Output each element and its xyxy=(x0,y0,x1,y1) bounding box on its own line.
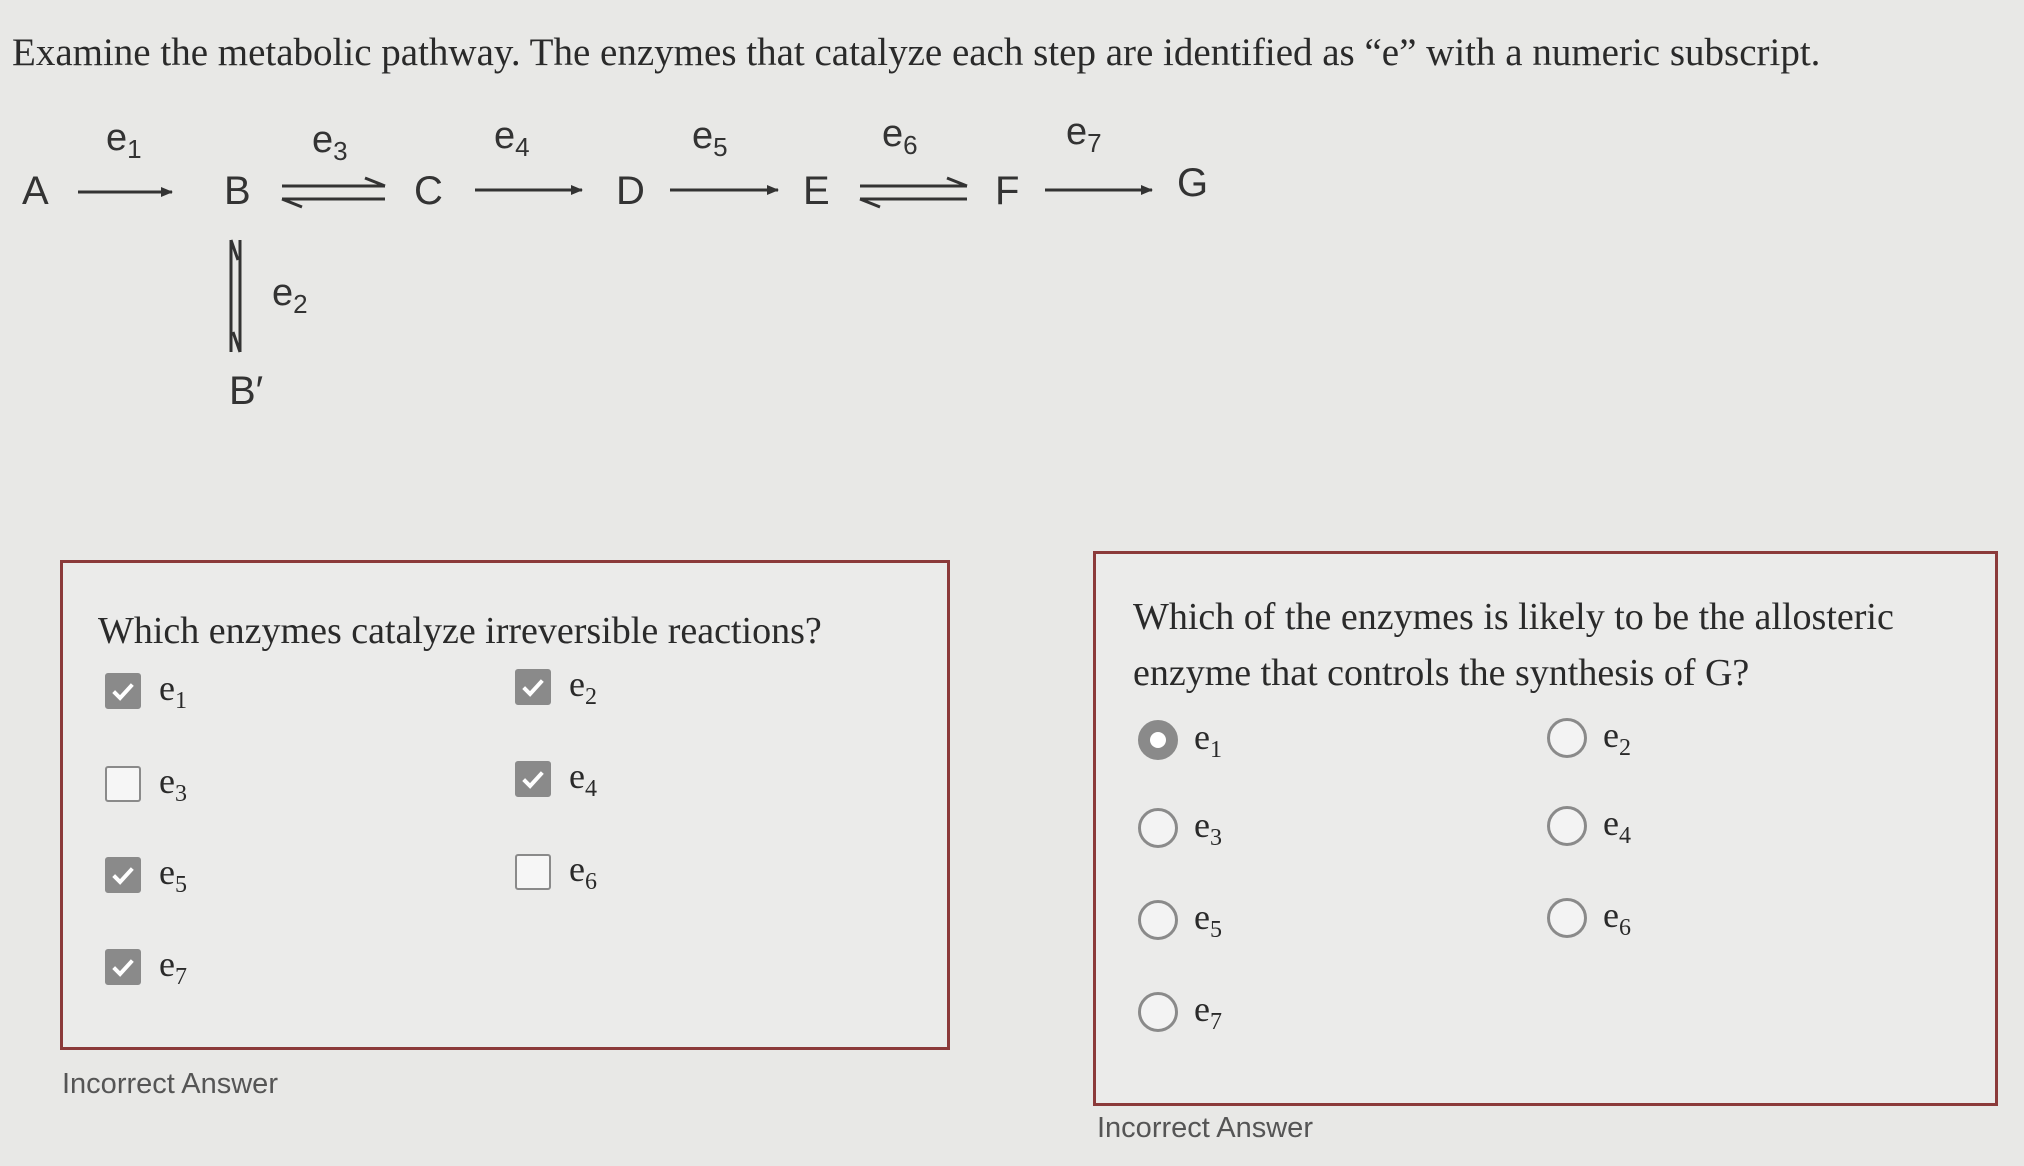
enzyme-label-e1: $e_1$ xyxy=(106,117,142,164)
option-label-e4: $e_4$ xyxy=(569,756,597,803)
node-a: A xyxy=(22,169,49,213)
option-e7-radio[interactable] xyxy=(1138,988,1222,1036)
option-label-e7: $e_7$ xyxy=(159,944,187,991)
node-f: F xyxy=(995,169,1020,213)
question-prompt: Examine the metabolic pathway. The enzymes that catalyze each step are identified as “e” with a numeric subscript. xyxy=(12,31,1821,74)
enzyme-label-e2: $e_2$ xyxy=(272,272,308,319)
checkbox-e6[interactable] xyxy=(515,854,551,890)
check-icon xyxy=(519,765,547,793)
option-e3-checkbox[interactable] xyxy=(105,760,187,808)
radio-e6[interactable] xyxy=(1547,898,1587,938)
allosteric-status-text: Incorrect Answer xyxy=(1097,1112,1313,1144)
option-e4-radio[interactable] xyxy=(1547,802,1631,850)
check-icon xyxy=(109,953,137,981)
option-label-e5: $e_5$ xyxy=(159,852,187,899)
option-label-e2: $e_2$ xyxy=(1603,715,1631,762)
option-label-e6: $e_6$ xyxy=(1603,895,1631,942)
checkbox-e7[interactable] xyxy=(105,949,141,985)
option-e2-radio[interactable] xyxy=(1547,714,1631,762)
checkbox-e3[interactable] xyxy=(105,766,141,802)
option-label-e3: $e_3$ xyxy=(1194,805,1222,852)
option-e5-checkbox[interactable] xyxy=(105,851,187,899)
option-e5-radio[interactable] xyxy=(1138,896,1222,944)
node-b: B xyxy=(224,169,251,213)
option-label-e7: $e_7$ xyxy=(1194,989,1222,1036)
option-label-e1: $e_1$ xyxy=(159,668,187,715)
allosteric-question-panel xyxy=(1093,551,1998,1106)
radio-e7[interactable] xyxy=(1138,992,1178,1032)
radio-e5[interactable] xyxy=(1138,900,1178,940)
metabolic-pathway-diagram xyxy=(0,0,2024,460)
allosteric-question-title: Which of the enzymes is likely to be the allosteric enzyme that controls the synthesis of G? xyxy=(1133,596,1894,694)
option-label-e3: $e_3$ xyxy=(159,761,187,808)
node-g: G xyxy=(1177,161,1209,205)
node-d: D xyxy=(616,169,645,213)
irreversible-question-title: Which enzymes catalyze irreversible reactions? xyxy=(98,610,822,652)
radio-e3[interactable] xyxy=(1138,808,1178,848)
option-label-e2: $e_2$ xyxy=(569,664,597,711)
checkbox-e2[interactable] xyxy=(515,669,551,705)
option-label-e5: $e_5$ xyxy=(1194,897,1222,944)
option-e3-radio[interactable] xyxy=(1138,804,1222,852)
checkbox-e1[interactable] xyxy=(105,673,141,709)
option-label-e4: $e_4$ xyxy=(1603,803,1631,850)
checkbox-e4[interactable] xyxy=(515,761,551,797)
check-icon xyxy=(109,861,137,889)
radio-e1[interactable] xyxy=(1138,720,1178,760)
enzyme-label-e5: $e_5$ xyxy=(692,115,728,162)
radio-e2[interactable] xyxy=(1547,718,1587,758)
enzyme-label-e6: $e_6$ xyxy=(882,113,918,160)
irreversible-status-text: Incorrect Answer xyxy=(62,1068,278,1100)
irreversible-question-panel xyxy=(60,560,950,1050)
option-e1-checkbox[interactable] xyxy=(105,667,187,715)
enzyme-label-e4: $e_4$ xyxy=(494,115,530,162)
node-e: E xyxy=(803,169,830,213)
option-e1-radio[interactable] xyxy=(1138,716,1222,764)
option-e6-checkbox[interactable] xyxy=(515,848,597,896)
node-c: C xyxy=(414,169,443,213)
option-e4-checkbox[interactable] xyxy=(515,755,597,803)
option-e6-radio[interactable] xyxy=(1547,894,1631,942)
radio-e4[interactable] xyxy=(1547,806,1587,846)
option-e7-checkbox[interactable] xyxy=(105,943,187,991)
checkbox-e5[interactable] xyxy=(105,857,141,893)
check-icon xyxy=(519,673,547,701)
check-icon xyxy=(109,677,137,705)
enzyme-label-e3: $e_3$ xyxy=(312,119,348,166)
option-label-e1: $e_1$ xyxy=(1194,717,1222,764)
option-e2-checkbox[interactable] xyxy=(515,663,597,711)
enzyme-label-e7: $e_7$ xyxy=(1066,111,1102,158)
option-label-e6: $e_6$ xyxy=(569,849,597,896)
node-b-prime: B′ xyxy=(229,369,264,413)
